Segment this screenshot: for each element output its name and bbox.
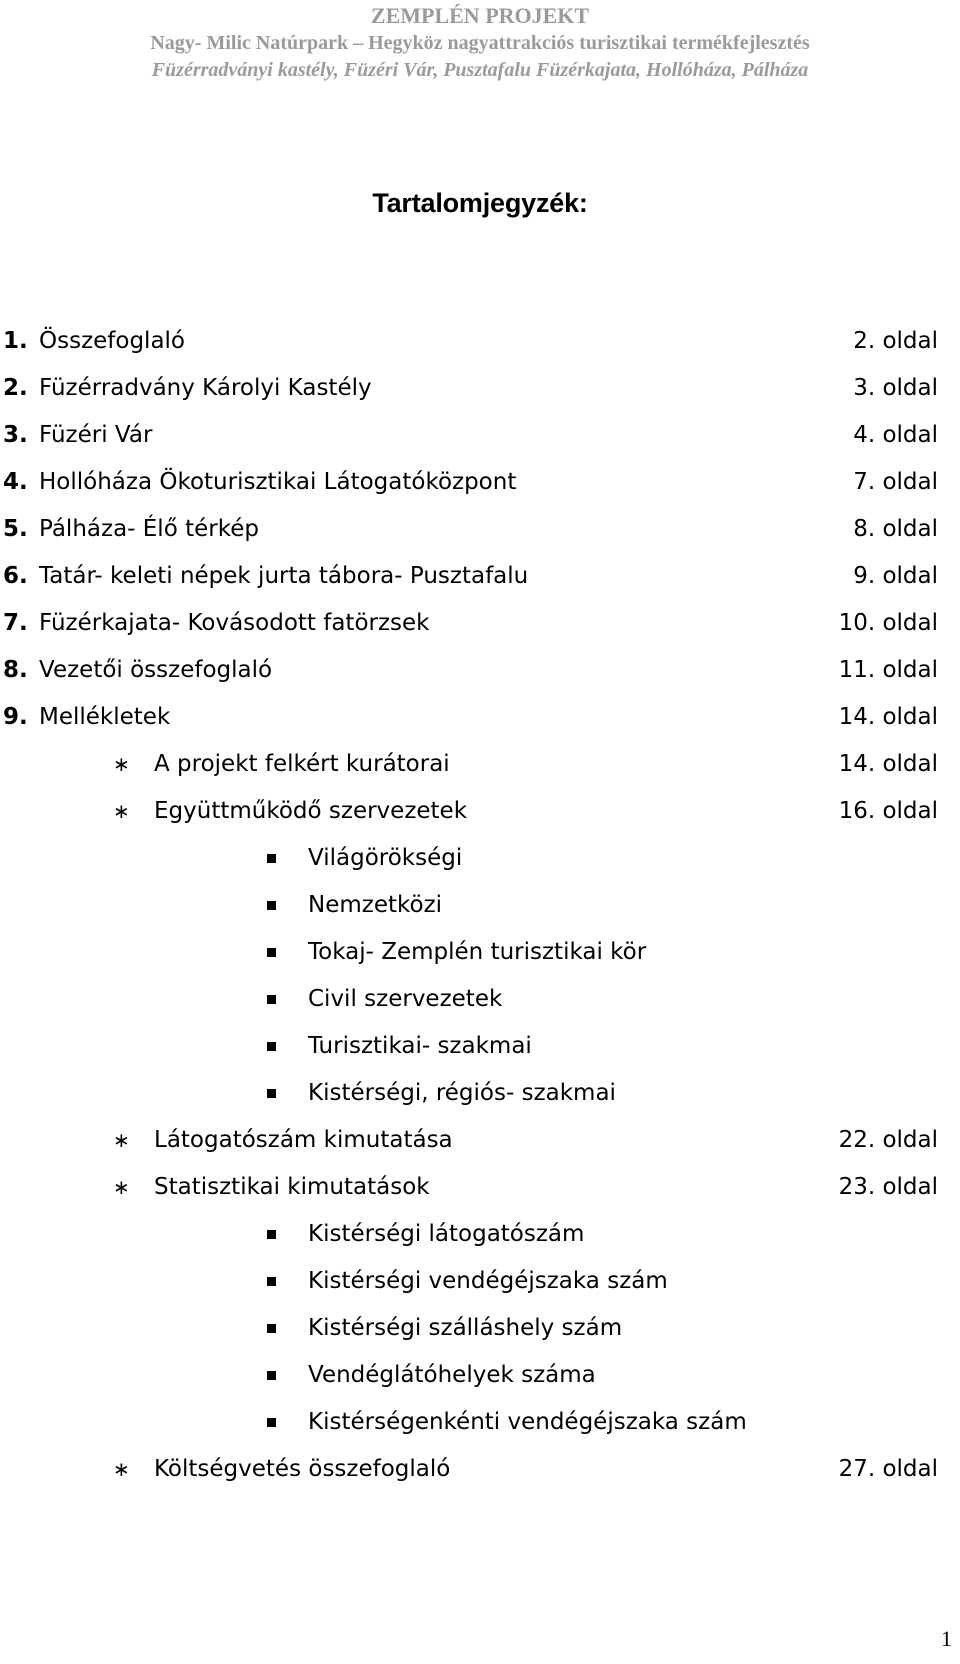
asterisk-bullet-icon: ∗ bbox=[113, 752, 130, 776]
toc-entry-number: 4. bbox=[3, 469, 28, 495]
toc-sub-entry-label: Statisztikai kimutatások bbox=[154, 1174, 430, 1200]
square-bullet-icon bbox=[267, 948, 276, 957]
toc-sub-entry-page: 27. oldal bbox=[838, 1456, 938, 1482]
toc-entry-number: 6. bbox=[3, 563, 28, 589]
toc-entry[interactable] bbox=[0, 694, 960, 741]
toc-list-item-label: Kistérségenkénti vendégéjszaka szám bbox=[308, 1409, 747, 1435]
asterisk-bullet-icon: ∗ bbox=[113, 1175, 130, 1199]
toc-entry-label: Füzérradvány Károlyi Kastély bbox=[39, 375, 372, 401]
project-title: ZEMPLÉN PROJEKT bbox=[370, 3, 590, 28]
toc-list-item-label: Turisztikai- szakmai bbox=[308, 1033, 532, 1059]
toc-entry-label: Pálháza- Élő térkép bbox=[39, 516, 259, 542]
toc-list-item-label: Világörökségi bbox=[308, 845, 463, 871]
toc-sub-entry[interactable] bbox=[0, 788, 960, 835]
toc-entry-page: 10. oldal bbox=[838, 610, 938, 636]
toc-sub-entry-label: A projekt felkért kurátorai bbox=[154, 751, 450, 777]
toc-list-item-label: Tokaj- Zemplén turisztikai kör bbox=[308, 939, 647, 965]
toc-sub-entry-label: Költségvetés összefoglaló bbox=[154, 1456, 451, 1482]
toc-entry-number: 3. bbox=[3, 422, 28, 448]
square-bullet-icon bbox=[267, 1089, 276, 1098]
toc-entry-number: 9. bbox=[3, 704, 28, 730]
toc-entry-label: Vezetői összefoglaló bbox=[39, 657, 273, 683]
toc-sub-entry[interactable] bbox=[0, 1117, 960, 1164]
toc-list-item bbox=[0, 1305, 960, 1352]
toc-entry-label: Tatár- keleti népek jurta tábora- Pusztafalu bbox=[39, 563, 529, 589]
square-bullet-icon bbox=[267, 1277, 276, 1286]
toc-entry-number: 1. bbox=[3, 328, 28, 354]
toc-sub-entry[interactable] bbox=[0, 1164, 960, 1211]
toc-entry-page: 3. oldal bbox=[853, 375, 938, 401]
square-bullet-icon bbox=[267, 854, 276, 863]
toc-entry[interactable] bbox=[0, 647, 960, 694]
toc-entry-label: Füzérkajata- Kovásodott fatörzsek bbox=[39, 610, 430, 636]
square-bullet-icon bbox=[267, 995, 276, 1004]
toc-list-item-label: Kistérségi szálláshely szám bbox=[308, 1315, 623, 1341]
toc-sub-entry-page: 16. oldal bbox=[838, 798, 938, 824]
toc-sub-entry[interactable] bbox=[0, 1446, 960, 1493]
project-subtitle: Nagy- Milic Natúrpark – Hegyköz nagyattrakciós turisztikai termékfejlesztés bbox=[150, 32, 810, 54]
toc-entry[interactable] bbox=[0, 459, 960, 506]
toc-entry[interactable] bbox=[0, 506, 960, 553]
toc-entry[interactable] bbox=[0, 365, 960, 412]
toc-entry-number: 5. bbox=[3, 516, 28, 542]
toc-list-item bbox=[0, 929, 960, 976]
table-of-contents bbox=[0, 318, 960, 1493]
toc-list-item bbox=[0, 1399, 960, 1446]
square-bullet-icon bbox=[267, 1230, 276, 1239]
toc-entry[interactable] bbox=[0, 600, 960, 647]
toc-entry-label: Füzéri Vár bbox=[39, 422, 153, 448]
toc-entry-page: 11. oldal bbox=[838, 657, 938, 683]
square-bullet-icon bbox=[267, 901, 276, 910]
toc-sub-entry-label: Látogatószám kimutatása bbox=[154, 1127, 453, 1153]
toc-entry-page: 8. oldal bbox=[853, 516, 938, 542]
toc-entry[interactable] bbox=[0, 412, 960, 459]
toc-sub-entry-page: 22. oldal bbox=[838, 1127, 938, 1153]
toc-list-item bbox=[0, 882, 960, 929]
square-bullet-icon bbox=[267, 1324, 276, 1333]
toc-title: Tartalomjegyzék: bbox=[372, 188, 588, 218]
toc-list-item-label: Nemzetközi bbox=[308, 892, 443, 918]
toc-entry-number: 7. bbox=[3, 610, 28, 636]
toc-entry-number: 2. bbox=[3, 375, 28, 401]
toc-entry[interactable] bbox=[0, 318, 960, 365]
toc-entry-page: 4. oldal bbox=[853, 422, 938, 448]
page-number: 1 bbox=[941, 1626, 952, 1651]
toc-entry-page: 7. oldal bbox=[853, 469, 938, 495]
toc-entry-label: Összefoglaló bbox=[39, 328, 186, 354]
toc-list-item-label: Kistérségi vendégéjszaka szám bbox=[308, 1268, 668, 1294]
asterisk-bullet-icon: ∗ bbox=[113, 1457, 130, 1481]
toc-entry-page: 14. oldal bbox=[838, 704, 938, 730]
toc-entry-label: Mellékletek bbox=[39, 704, 171, 730]
toc-list-item-label: Kistérségi látogatószám bbox=[308, 1221, 585, 1247]
toc-entry-page: 2. oldal bbox=[853, 328, 938, 354]
toc-list-item bbox=[0, 1258, 960, 1305]
toc-sub-entry-page: 14. oldal bbox=[838, 751, 938, 777]
square-bullet-icon bbox=[267, 1042, 276, 1051]
asterisk-bullet-icon: ∗ bbox=[113, 799, 130, 823]
toc-list-item bbox=[0, 976, 960, 1023]
toc-entry[interactable] bbox=[0, 553, 960, 600]
toc-list-item-label: Vendéglátóhelyek száma bbox=[308, 1362, 596, 1388]
toc-list-item bbox=[0, 1023, 960, 1070]
asterisk-bullet-icon: ∗ bbox=[113, 1128, 130, 1152]
toc-list-item-label: Kistérségi, régiós- szakmai bbox=[308, 1080, 616, 1106]
toc-sub-entry-page: 23. oldal bbox=[838, 1174, 938, 1200]
square-bullet-icon bbox=[267, 1371, 276, 1380]
document-header bbox=[0, 0, 960, 84]
square-bullet-icon bbox=[267, 1418, 276, 1427]
project-locations: Füzérradványi kastély, Füzéri Vár, Pusztafalu Füzérkajata, Hollóháza, Pálháza bbox=[151, 59, 809, 81]
toc-entry-label: Hollóháza Ökoturisztikai Látogatóközpont bbox=[39, 469, 517, 495]
toc-list-item bbox=[0, 1211, 960, 1258]
toc-sub-entry[interactable] bbox=[0, 741, 960, 788]
toc-list-item-label: Civil szervezetek bbox=[308, 986, 503, 1012]
toc-list-item bbox=[0, 1070, 960, 1117]
toc-list-item bbox=[0, 1352, 960, 1399]
toc-entry-page: 9. oldal bbox=[853, 563, 938, 589]
toc-entry-number: 8. bbox=[3, 657, 28, 683]
toc-list-item bbox=[0, 835, 960, 882]
toc-sub-entry-label: Együttműködő szervezetek bbox=[154, 798, 468, 824]
